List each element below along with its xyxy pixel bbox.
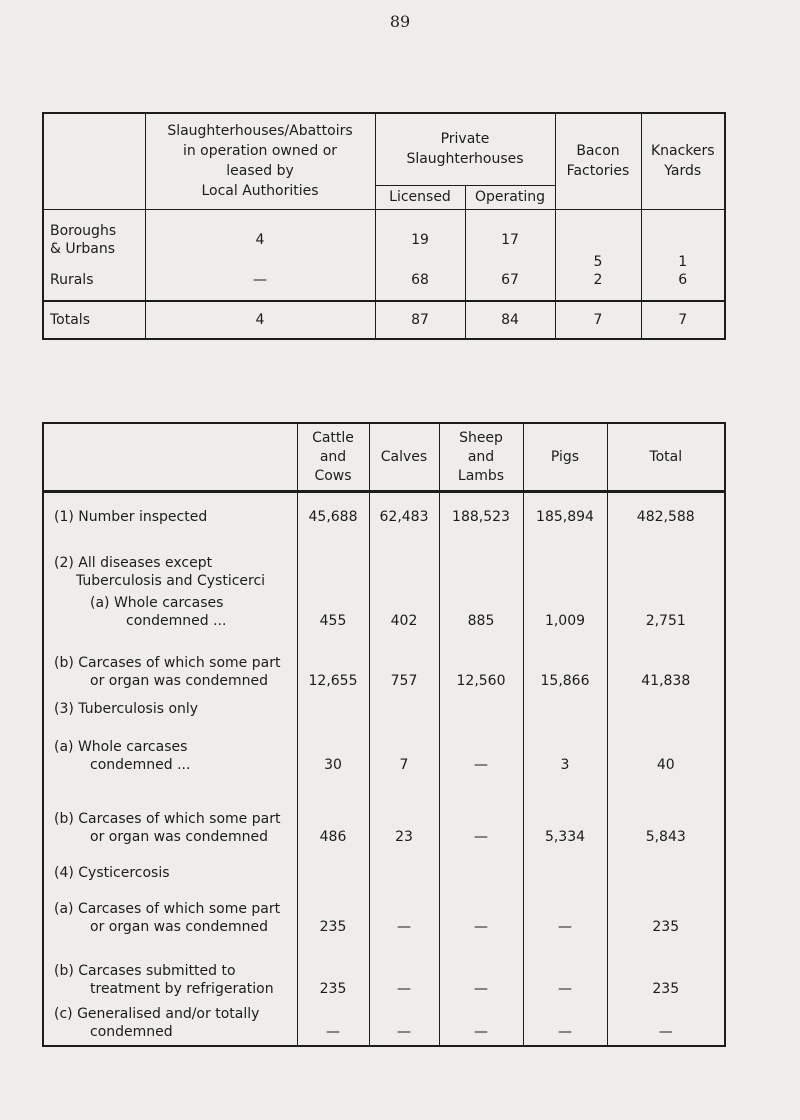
cell-calves: —	[369, 998, 439, 1046]
header-bacon-factories	[555, 113, 641, 209]
cell-cattle: —	[297, 998, 369, 1046]
cell-cattle: 235	[297, 936, 369, 998]
header-line: Slaughterhouses/Abattoirs	[167, 123, 353, 140]
cell-cattle: 486	[297, 774, 369, 846]
header-operating: Operating	[465, 185, 555, 209]
cell-total: 235	[607, 882, 725, 936]
row-label: (3) Tuberculosis only	[43, 690, 297, 718]
row-label: (1) Number inspected	[43, 492, 297, 526]
corner-cell	[43, 423, 297, 492]
cell-sheep: —	[439, 774, 523, 846]
header-calves: Calves	[369, 423, 439, 492]
table-row	[43, 936, 725, 998]
row-label-text: (b) Carcases of which some part or organ was condemned	[54, 810, 281, 845]
cell-cattle: 45,688	[297, 492, 369, 526]
cell-pigs: —	[523, 936, 607, 998]
cell-pigs: 5,334	[523, 774, 607, 846]
cell-cattle: 30	[297, 718, 369, 774]
cell-knackers: 1	[641, 209, 725, 271]
header-text: Knackers Yards	[650, 143, 715, 180]
cell-sheep: 885	[439, 590, 523, 630]
cell-pigs: 185,894	[523, 492, 607, 526]
cell-calves: 23	[369, 774, 439, 846]
row-label: (4) Cysticercosis	[43, 846, 297, 882]
row-label-text: (c) Generalised and/or totally condemned	[54, 1005, 260, 1040]
cell-bacon: 2	[555, 271, 641, 301]
cell-operating: 84	[465, 301, 555, 339]
row-label	[43, 774, 297, 846]
cell-licensed: 19	[375, 209, 465, 271]
cell-total: 235	[607, 936, 725, 998]
cell-bacon: 7	[555, 301, 641, 339]
header-text: Bacon Factories	[566, 143, 630, 180]
row-label	[43, 718, 297, 774]
cell-calves: 402	[369, 590, 439, 630]
cell-licensed: 87	[375, 301, 465, 339]
table-row	[43, 718, 725, 774]
row-label	[43, 998, 297, 1046]
cell-sheep: 188,523	[439, 492, 523, 526]
header-text: Private Slaughterhouses	[406, 131, 524, 168]
header-text: Sheep and Lambs	[457, 429, 505, 484]
slaughterhouses-table	[42, 112, 726, 340]
row-label	[43, 882, 297, 936]
row-label	[43, 630, 297, 690]
header-local-authorities	[145, 113, 375, 209]
row-label: Rurals	[43, 271, 145, 301]
table-row	[43, 492, 725, 526]
cell-operating: 17	[465, 209, 555, 271]
page-number: 89	[389, 12, 411, 31]
header-private-slaughterhouses	[375, 113, 555, 185]
header-pigs: Pigs	[523, 423, 607, 492]
cell-calves: 757	[369, 630, 439, 690]
cell-la: —	[145, 271, 375, 301]
table-row	[43, 690, 725, 718]
header-line: in operation owned or	[182, 143, 338, 160]
cell-sheep: —	[439, 882, 523, 936]
cell-total: —	[607, 998, 725, 1046]
cell-la: 4	[145, 209, 375, 271]
row-label-text: (b) Carcases submitted to treatment by refrigeration	[54, 962, 274, 997]
row-label-text: Boroughs & Urbans	[50, 223, 117, 258]
header-licensed: Licensed	[375, 185, 465, 209]
cell-total: 5,843	[607, 774, 725, 846]
cell-bacon: 5	[555, 209, 641, 271]
cell-total: 41,838	[607, 630, 725, 690]
cell-total: 2,751	[607, 590, 725, 630]
cell-cattle: 235	[297, 882, 369, 936]
cell-calves: 62,483	[369, 492, 439, 526]
row-label-text: (a) Whole carcases condemned ...	[54, 738, 191, 773]
table-row	[43, 882, 725, 936]
cell-calves: —	[369, 936, 439, 998]
cell-licensed: 68	[375, 271, 465, 301]
row-label	[43, 936, 297, 998]
cell-total: 482,588	[607, 492, 725, 526]
cell-pigs: 3	[523, 718, 607, 774]
cell-calves: 7	[369, 718, 439, 774]
row-label	[43, 590, 297, 630]
cell-cattle: 455	[297, 590, 369, 630]
cell-knackers: 7	[641, 301, 725, 339]
cell-operating: 67	[465, 271, 555, 301]
cell-la: 4	[145, 301, 375, 339]
cell-sheep: —	[439, 936, 523, 998]
header-sheep	[439, 423, 523, 492]
cell-total: 40	[607, 718, 725, 774]
table-row	[43, 526, 725, 590]
cell-knackers: 6	[641, 271, 725, 301]
header-text: Cattle and Cows	[312, 429, 354, 484]
header-knackers-yards	[641, 113, 725, 209]
totals-label: Totals	[43, 301, 145, 339]
header-total: Total	[607, 423, 725, 492]
table-row	[43, 630, 725, 690]
row-label-text: (b) Carcases of which some part or organ was condemned	[54, 654, 281, 689]
corner-cell	[43, 113, 145, 209]
carcases-inspection-table	[42, 422, 726, 1047]
cell-pigs: 1,009	[523, 590, 607, 630]
row-label-text: (2) All diseases except Tuberculosis and Cysticerci	[54, 554, 266, 589]
header-line: leased by	[226, 163, 294, 180]
table-row	[43, 846, 725, 882]
header-line: Local Authorities	[201, 183, 319, 200]
header-cattle	[297, 423, 369, 492]
row-label-text: (a) Carcases of which some part or organ was condemned	[54, 900, 281, 935]
cell-pigs: —	[523, 882, 607, 936]
table-row	[43, 774, 725, 846]
table-row	[43, 590, 725, 630]
cell-calves: —	[369, 882, 439, 936]
cell-sheep: 12,560	[439, 630, 523, 690]
row-label	[43, 526, 297, 590]
cell-sheep: —	[439, 998, 523, 1046]
table-row	[43, 998, 725, 1046]
cell-cattle: 12,655	[297, 630, 369, 690]
cell-pigs: —	[523, 998, 607, 1046]
cell-sheep: —	[439, 718, 523, 774]
row-label	[43, 209, 145, 271]
cell-pigs: 15,866	[523, 630, 607, 690]
row-label-text: (a) Whole carcases condemned ...	[90, 594, 227, 629]
